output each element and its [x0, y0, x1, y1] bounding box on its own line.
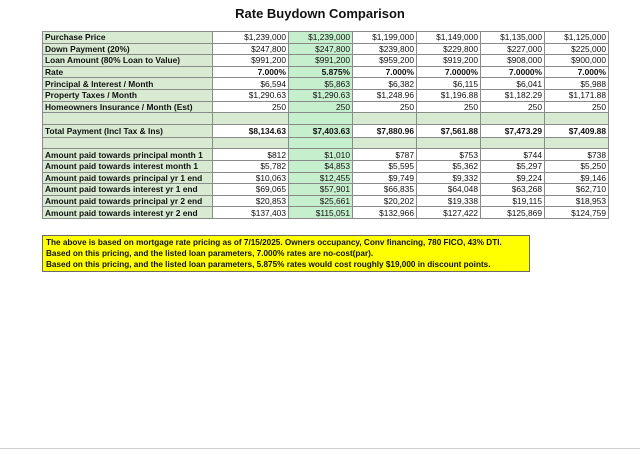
cell: $812 [213, 149, 289, 161]
cell: $247,800 [213, 43, 289, 55]
cell: $5,595 [353, 160, 417, 172]
cell: $25,661 [289, 195, 353, 207]
table-row [43, 195, 609, 207]
row-label: Amount paid towards interest yr 1 end [43, 184, 213, 196]
note-line: Based on this pricing, and the listed loan parameters, 5.875% rates would cost roughly $19,000 in discount points. [46, 260, 491, 269]
cell: 250 [417, 101, 481, 113]
cell: $908,000 [481, 55, 545, 67]
cell: $1,290.63 [289, 89, 353, 101]
cell: $1,125,000 [545, 32, 609, 44]
cell: $10,063 [213, 172, 289, 184]
cell: $247,800 [289, 43, 353, 55]
cell: 250 [289, 101, 353, 113]
cell: $1,239,000 [213, 32, 289, 44]
row-label: Amount paid towards interest yr 2 end [43, 207, 213, 219]
cell: $12,455 [289, 172, 353, 184]
cell: $919,200 [417, 55, 481, 67]
cell: $115,051 [289, 207, 353, 219]
cell: 7.0000% [417, 66, 481, 78]
cell: $1,248.96 [353, 89, 417, 101]
row-label: Amount paid towards principal yr 2 end [43, 195, 213, 207]
cell: $8,134.63 [213, 124, 289, 137]
cell: 250 [481, 101, 545, 113]
cell: $5,863 [289, 78, 353, 90]
cell: $63,268 [481, 184, 545, 196]
page-title: Rate Buydown Comparison [235, 6, 405, 21]
cell: 250 [213, 101, 289, 113]
total-row [43, 124, 609, 137]
row-label: Purchase Price [43, 32, 213, 44]
table-row [43, 172, 609, 184]
table-row [43, 207, 609, 219]
cell: 7.000% [353, 66, 417, 78]
table-row [43, 43, 609, 55]
cell: $7,880.96 [353, 124, 417, 137]
row-label: Amount paid towards principal yr 1 end [43, 172, 213, 184]
cell: $1,196.88 [417, 89, 481, 101]
cell: $19,338 [417, 195, 481, 207]
cell: $5,782 [213, 160, 289, 172]
cell: $229,800 [417, 43, 481, 55]
cell: $239,800 [353, 43, 417, 55]
cell: $18,953 [545, 195, 609, 207]
note-line: Based on this pricing, and the listed loan parameters, 7.000% rates are no-cost(par). [46, 249, 374, 258]
note-line: The above is based on mortgage rate pricing as of 7/15/2025. Owners occupancy, Conv financing, 780 FICO, 43% DTI. [46, 238, 502, 247]
cell: 7.0000% [481, 66, 545, 78]
cell: $1,182.29 [481, 89, 545, 101]
cell: $1,290.63 [213, 89, 289, 101]
table-row [43, 149, 609, 161]
row-label: Principal & Interest / Month [43, 78, 213, 90]
cell: $738 [545, 149, 609, 161]
cell: $9,749 [353, 172, 417, 184]
divider [0, 448, 640, 449]
cell: $5,250 [545, 160, 609, 172]
table-row [43, 89, 609, 101]
cell: $5,297 [481, 160, 545, 172]
row-label: Property Taxes / Month [43, 89, 213, 101]
cell: $124,759 [545, 207, 609, 219]
notes-box [42, 235, 530, 272]
cell: $6,382 [353, 78, 417, 90]
cell: $4,853 [289, 160, 353, 172]
cell: 5.875% [289, 66, 353, 78]
table-row [43, 55, 609, 67]
spacer-row [43, 137, 609, 149]
cell: $6,041 [481, 78, 545, 90]
cell: $137,403 [213, 207, 289, 219]
table-row [43, 184, 609, 196]
cell: $9,332 [417, 172, 481, 184]
cell: $66,835 [353, 184, 417, 196]
table-row [43, 78, 609, 90]
cell: $753 [417, 149, 481, 161]
spacer-row [43, 113, 609, 125]
cell: 7.000% [545, 66, 609, 78]
cell: $62,710 [545, 184, 609, 196]
row-label: Homeowners Insurance / Month (Est) [43, 101, 213, 113]
cell: $132,966 [353, 207, 417, 219]
cell: $6,594 [213, 78, 289, 90]
cell: $991,200 [213, 55, 289, 67]
row-label: Amount paid towards principal month 1 [43, 149, 213, 161]
cell: $64,048 [417, 184, 481, 196]
row-label: Loan Amount (80% Loan to Value) [43, 55, 213, 67]
cell: $1,171.88 [545, 89, 609, 101]
cell: $125,869 [481, 207, 545, 219]
cell: $69,065 [213, 184, 289, 196]
cell: 7.000% [213, 66, 289, 78]
cell: $991,200 [289, 55, 353, 67]
cell: $5,988 [545, 78, 609, 90]
cell: $959,200 [353, 55, 417, 67]
comparison-table [42, 31, 609, 219]
cell: $5,362 [417, 160, 481, 172]
cell: $1,239,000 [289, 32, 353, 44]
cell: 250 [353, 101, 417, 113]
cell: $744 [481, 149, 545, 161]
cell: $9,224 [481, 172, 545, 184]
cell: $20,853 [213, 195, 289, 207]
row-label: Amount paid towards interest month 1 [43, 160, 213, 172]
cell: $7,409.88 [545, 124, 609, 137]
cell: $7,473.29 [481, 124, 545, 137]
table-row [43, 66, 609, 78]
row-label: Rate [43, 66, 213, 78]
cell: $1,199,000 [353, 32, 417, 44]
cell: $787 [353, 149, 417, 161]
cell: $1,149,000 [417, 32, 481, 44]
cell: $9,146 [545, 172, 609, 184]
cell: $1,010 [289, 149, 353, 161]
cell: $20,202 [353, 195, 417, 207]
table-row [43, 32, 609, 44]
row-label: Down Payment (20%) [43, 43, 213, 55]
table-row [43, 160, 609, 172]
cell: $57,901 [289, 184, 353, 196]
cell: $7,403.63 [289, 124, 353, 137]
cell: $227,000 [481, 43, 545, 55]
cell: $127,422 [417, 207, 481, 219]
cell: $1,135,000 [481, 32, 545, 44]
cell: $7,561.88 [417, 124, 481, 137]
cell: 250 [545, 101, 609, 113]
cell: $6,115 [417, 78, 481, 90]
cell: $900,000 [545, 55, 609, 67]
cell: $19,115 [481, 195, 545, 207]
cell: $225,000 [545, 43, 609, 55]
row-label: Total Payment (Incl Tax & Ins) [43, 124, 213, 137]
table-row [43, 101, 609, 113]
